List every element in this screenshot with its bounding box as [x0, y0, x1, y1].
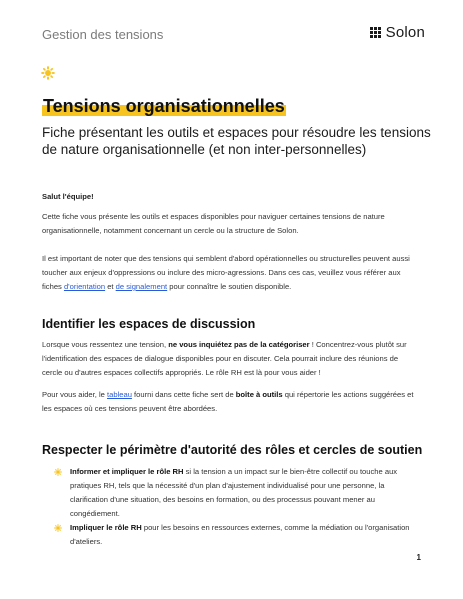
section1-paragraph-1: Lorsque vous ressentez une tension, ne vous inquiétez pas de la catégoriser ! Concentrez-vous plutôt sur l'identification des espaces de dialogue disponibles pour en discuter. Cela pourrait inclure des réunions de cercle ou d'autres espaces collectifs appropriés. Le rôle RH est là pour vous aider ! [42, 340, 407, 377]
brand-name: Solon [385, 24, 425, 41]
section-heading-discussion: Identifier les espaces de discussion [42, 317, 256, 331]
sun-bullet-icon [54, 468, 62, 476]
list-item: Impliquer le rôle RH pour les besoins en ressources externes, comme la médiation ou l'organisation d'ateliers. [54, 521, 420, 549]
list-item: Informer et impliquer le rôle RH si la tension a un impact sur le bien-être collectif ou touche aux pratiques RH, tels que la nécessité d'un plan d'ajustement individualisé pour une personne, la clarification d'une situation, des besoins en formation, ou des processus pouvant mener au congédiement. [54, 465, 420, 521]
grid-logo-icon [370, 27, 382, 39]
orientation-link[interactable]: d'orientation [63, 282, 106, 291]
sun-icon [41, 66, 55, 80]
tableau-link[interactable]: tableau [107, 390, 132, 399]
signalement-link[interactable]: de signalement [115, 282, 168, 291]
sun-bullet-icon [54, 524, 62, 532]
header-section-title: Gestion des tensions [42, 27, 164, 42]
brand-logo [370, 24, 425, 41]
intro-paragraph-2: Il est important de noter que des tensions qui semblent d'abord opérationnelles ou structurelles peuvent aussi toucher aux enjeux d'oppressions ou inclure des micro-agressions. Dans ces cas, veuillez vous référer aux fiches d'orientation et de signalement pour connaître le soutien disponible. [42, 254, 410, 291]
section-heading-perimetre: Respecter le périmètre d'autorité des rôles et cercles de soutien [42, 443, 423, 457]
greeting: Salut l'équipe! [42, 192, 94, 201]
section1-paragraph-2: Pour vous aider, le tableau fourni dans cette fiche sert de boîte à outils qui répertorie les actions suggérées et les espaces où ces tensions peuvent être abordées. [42, 390, 414, 413]
document-title: Tensions organisationnelles [43, 96, 285, 116]
document-subtitle: Fiche présentant les outils et espaces pour résoudre les tensions de nature organisationnelle (et non inter-personnelles) [42, 125, 431, 157]
support-roles-list [54, 465, 420, 549]
intro-paragraph-1: Cette fiche vous présente les outils et espaces disponibles pour naviguer certaines tensions de nature organisationnelle, notamment concernant un cercle ou la structure de Solon. [42, 212, 385, 235]
page-number: 1 [416, 553, 421, 562]
